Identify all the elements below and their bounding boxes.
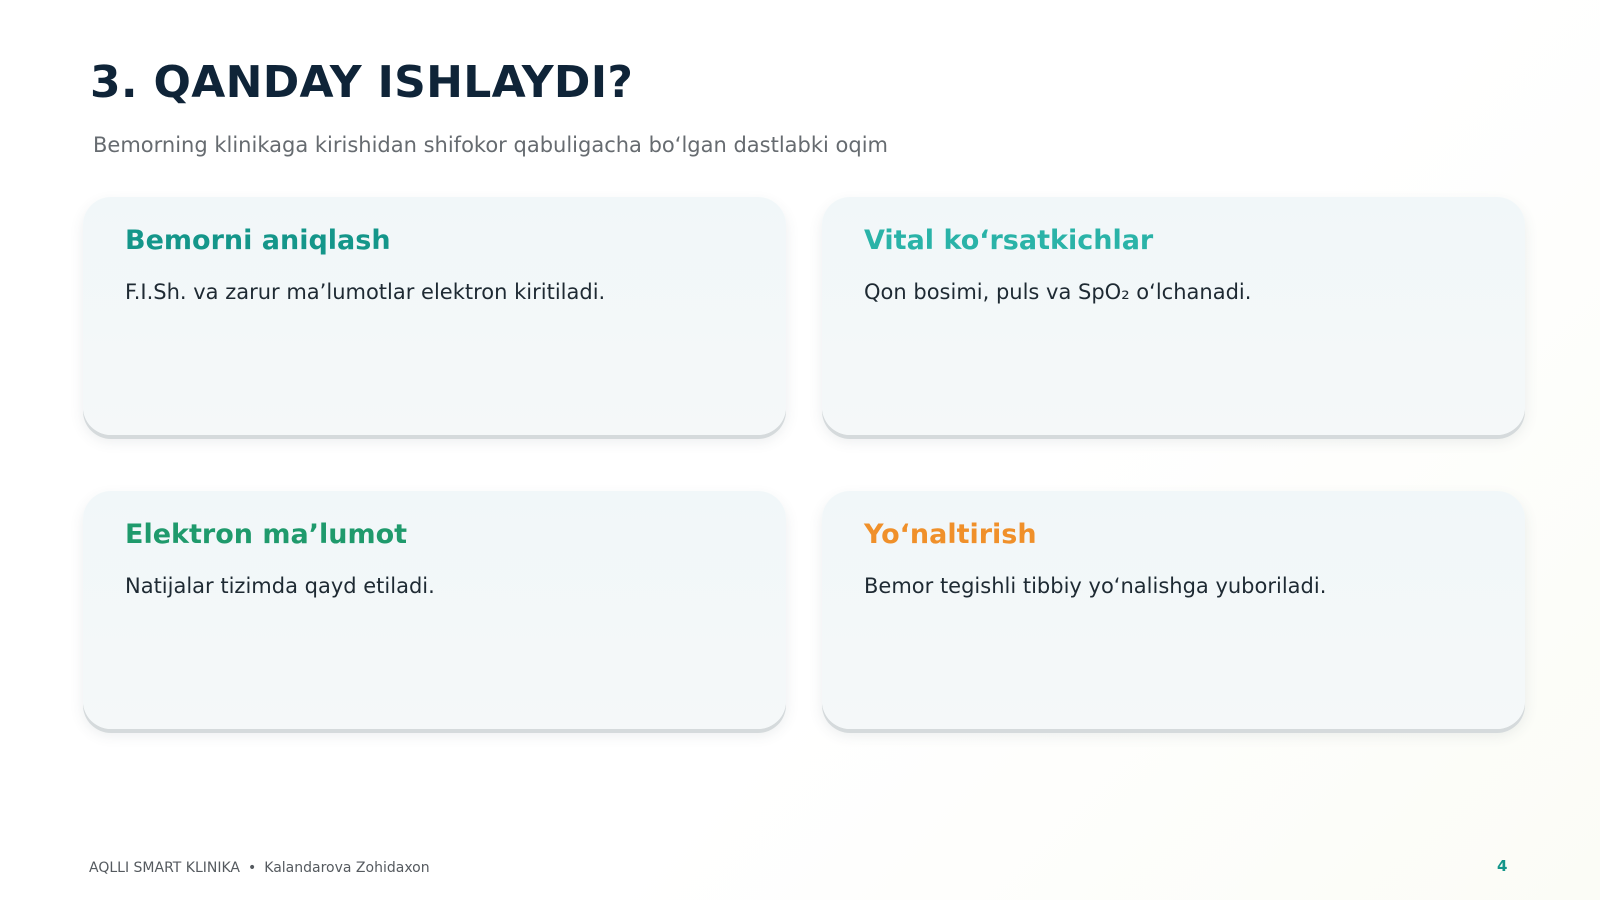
card-text: Bemor tegishli tibbiy yo‘nalishga yuboriladi. bbox=[864, 574, 1327, 599]
card-bemorni-aniqlash bbox=[83, 197, 786, 435]
footer-brand: AQLLI SMART KLINIKA bbox=[89, 860, 241, 876]
card-elektron-malumot bbox=[83, 491, 786, 729]
card-text: Qon bosimi, puls va SpO₂ o‘lchanadi. bbox=[864, 280, 1252, 305]
card-title: Yo‘naltirish bbox=[864, 519, 1037, 550]
card-yonaltirish bbox=[822, 491, 1525, 729]
footer bbox=[89, 860, 430, 876]
slide-title: 3. QANDAY ISHLAYDI? bbox=[90, 57, 634, 108]
footer-separator: • bbox=[248, 860, 257, 876]
footer-author: Kalandarova Zohidaxon bbox=[264, 860, 430, 876]
card-text: Natijalar tizimda qayd etiladi. bbox=[125, 574, 435, 599]
card-title: Bemorni aniqlash bbox=[125, 225, 391, 256]
card-text: F.I.Sh. va zarur ma’lumotlar elektron kiritiladi. bbox=[125, 280, 606, 305]
page-number: 4 bbox=[1497, 857, 1508, 875]
card-title: Elektron ma’lumot bbox=[125, 519, 408, 550]
slide-subtitle: Bemorning klinikaga kirishidan shifokor qabuligacha bo‘lgan dastlabki oqim bbox=[93, 133, 889, 157]
card-title: Vital ko‘rsatkichlar bbox=[864, 225, 1154, 256]
card-vital-korsatkichlar bbox=[822, 197, 1525, 435]
